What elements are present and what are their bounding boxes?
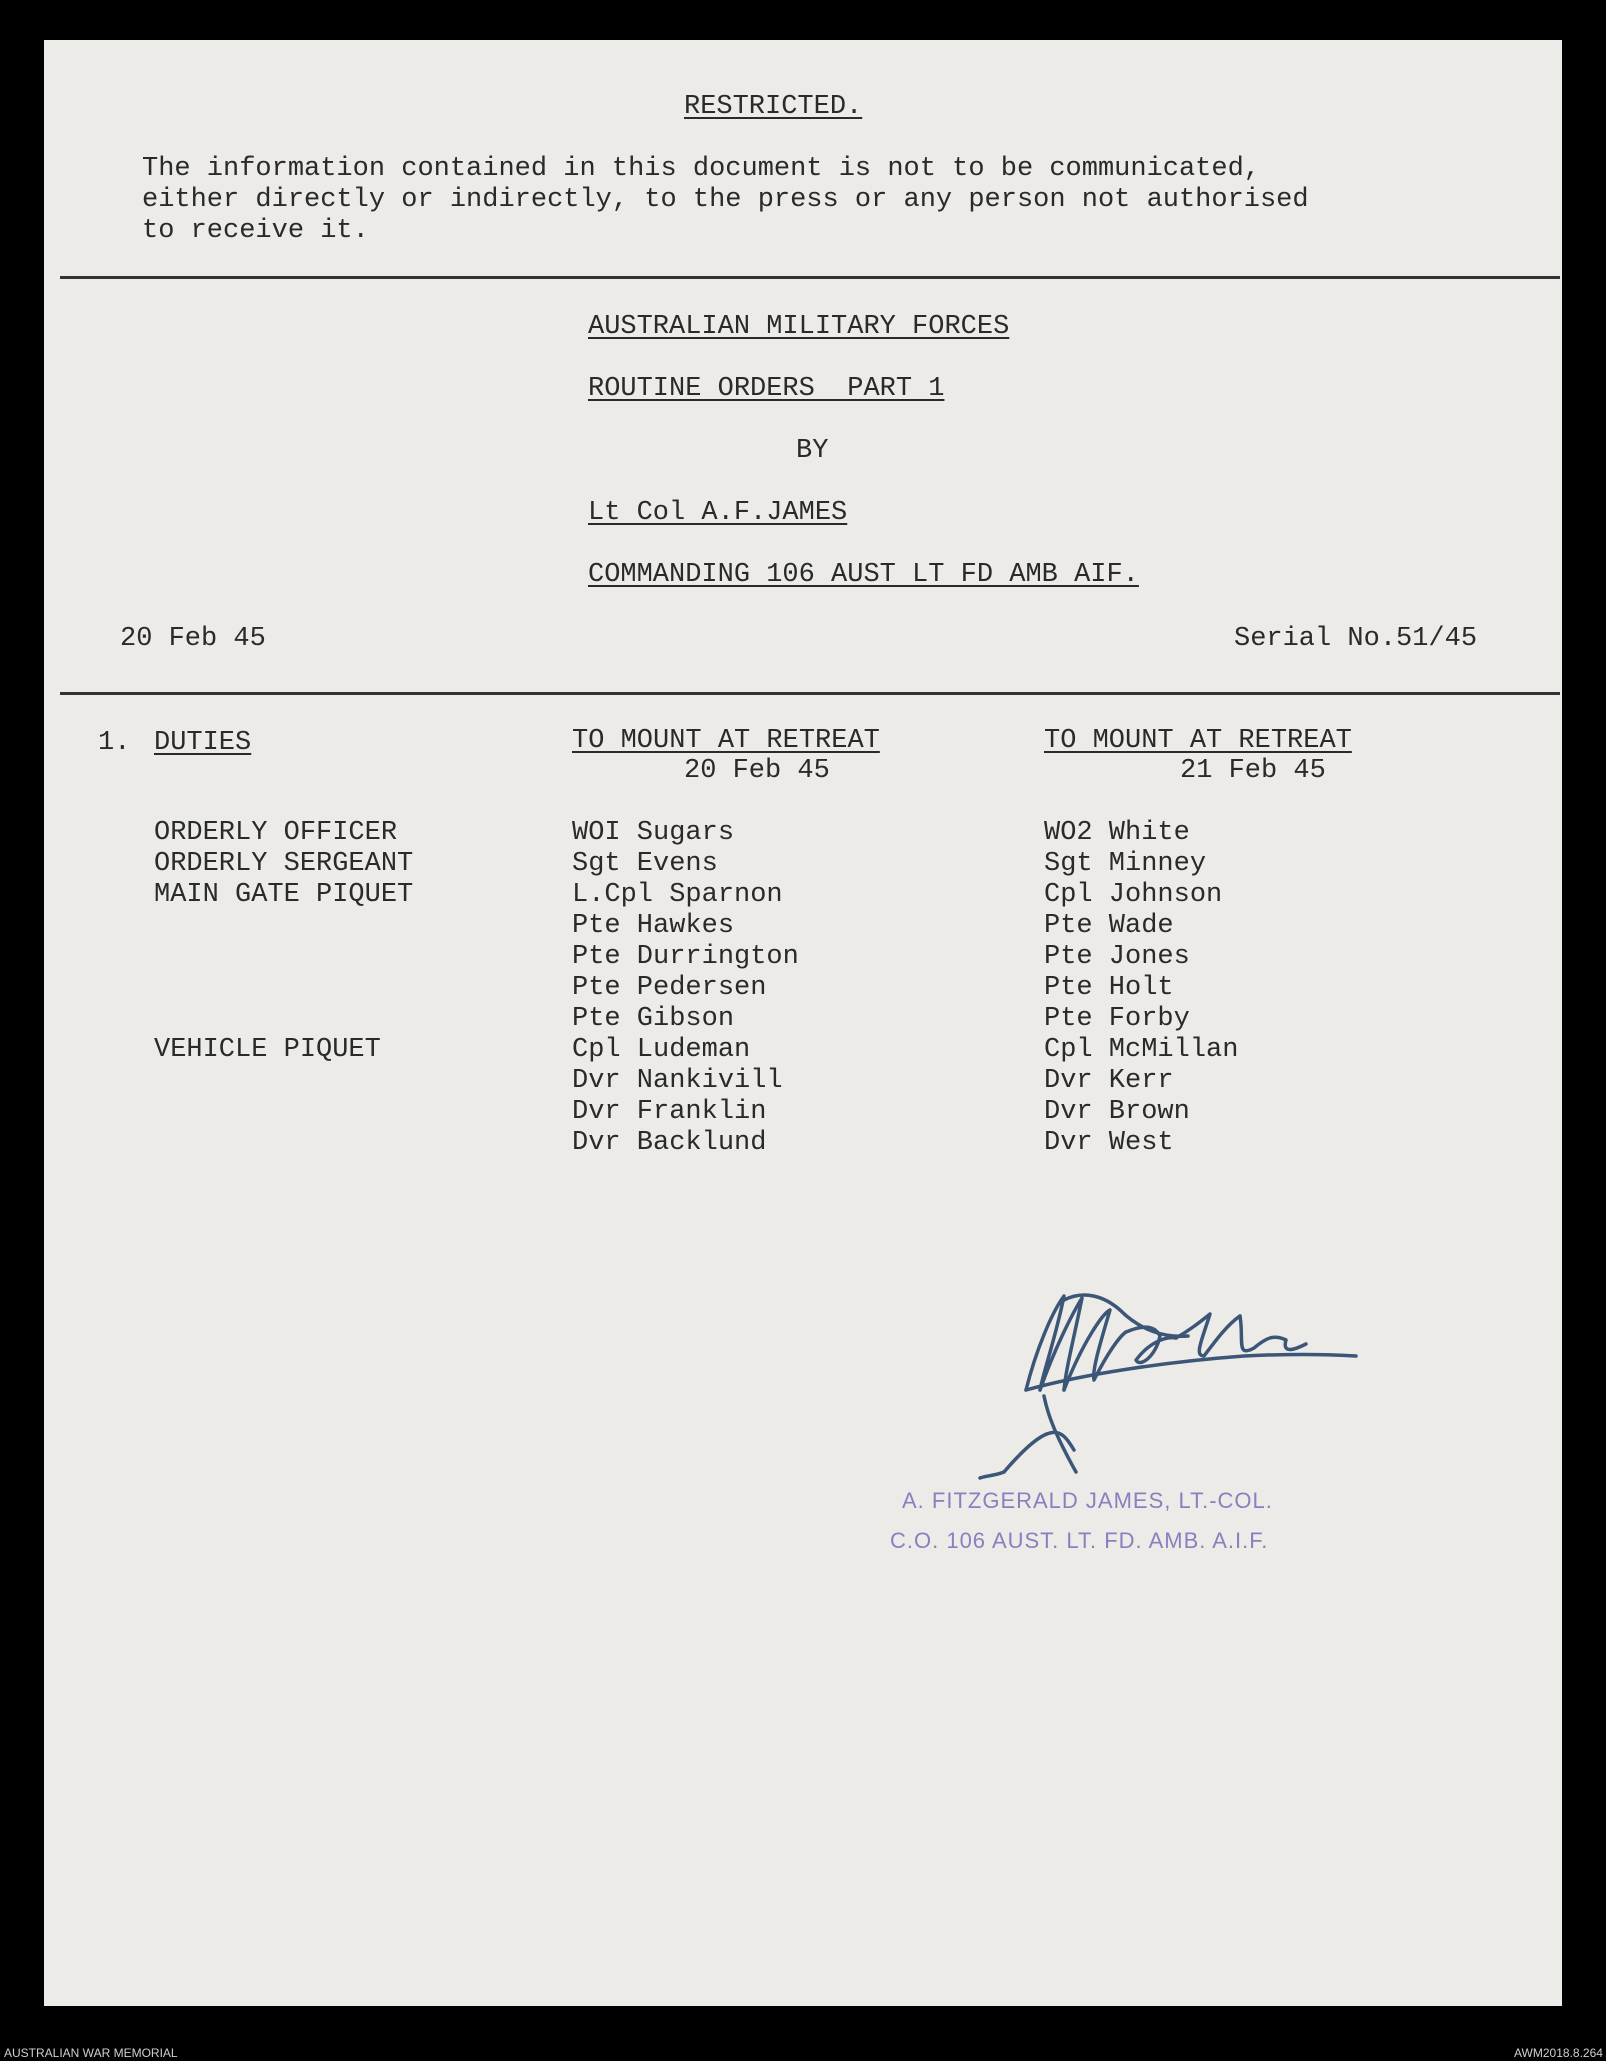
title-line-1: AUSTRALIAN MILITARY FORCES — [588, 312, 1010, 342]
col1-name: L.Cpl Sparnon — [572, 880, 783, 910]
title-line-5: COMMANDING 106 AUST LT FD AMB AIF. — [588, 560, 1139, 590]
col1-name: Pte Gibson — [572, 1004, 735, 1034]
col2-name: Cpl McMillan — [1044, 1035, 1239, 1065]
col1-name: WOI Sugars — [572, 818, 735, 848]
title-line-2: ROUTINE ORDERS PART 1 — [588, 374, 945, 404]
notice-line-1: The information contained in this document is not to be communicated, — [142, 154, 1260, 184]
serial-number: Serial No.51/45 — [1234, 624, 1478, 654]
stamp-line-2: C.O. 106 AUST. LT. FD. AMB. A.I.F. — [890, 1528, 1269, 1553]
column-2-heading: TO MOUNT AT RETREAT — [1044, 726, 1352, 756]
col2-name: Sgt Minney — [1044, 849, 1207, 879]
col1-name: Pte Pedersen — [572, 973, 767, 1003]
col2-name: Dvr West — [1044, 1128, 1174, 1158]
col2-name: Pte Wade — [1044, 911, 1174, 941]
col2-name: Dvr Brown — [1044, 1097, 1190, 1127]
column-2-date: 21 Feb 45 — [1180, 756, 1326, 786]
restricted-heading: RESTRICTED. — [684, 92, 863, 122]
col1-name: Dvr Nankivill — [572, 1066, 783, 1096]
duties-number: 1. — [98, 728, 131, 758]
col1-name: Cpl Ludeman — [572, 1035, 751, 1065]
stamp-line-1: A. FITZGERALD JAMES, LT.-COL. — [902, 1488, 1273, 1513]
divider-top — [60, 276, 1560, 279]
column-1-heading: TO MOUNT AT RETREAT — [572, 726, 880, 756]
footer-reference: AWM2018.8.264 — [1514, 2046, 1603, 2060]
signature — [944, 1240, 1384, 1480]
col2-name: Dvr Kerr — [1044, 1066, 1174, 1096]
duties-heading: DUTIES — [154, 728, 252, 758]
col2-name: WO2 White — [1044, 818, 1190, 848]
role-vehicle-piquet: VEHICLE PIQUET — [154, 1035, 381, 1065]
notice-line-2: either directly or indirectly, to the press or any person not authorised — [142, 185, 1309, 215]
col1-name: Pte Durrington — [572, 942, 799, 972]
role-main-gate-piquet: MAIN GATE PIQUET — [154, 880, 414, 910]
title-line-4: Lt Col A.F.JAMES — [588, 498, 848, 528]
col1-name: Dvr Backlund — [572, 1128, 767, 1158]
col1-name: Dvr Franklin — [572, 1097, 767, 1127]
column-1-date: 20 Feb 45 — [684, 756, 830, 786]
col1-name: Sgt Evens — [572, 849, 718, 879]
role-orderly-officer: ORDERLY OFFICER — [154, 818, 398, 848]
document-page — [44, 40, 1562, 2006]
title-line-3: BY — [796, 436, 829, 466]
role-orderly-sergeant: ORDERLY SERGEANT — [154, 849, 414, 879]
notice-line-3: to receive it. — [142, 216, 369, 246]
divider-middle — [60, 692, 1560, 695]
col1-name: Pte Hawkes — [572, 911, 735, 941]
col2-name: Pte Holt — [1044, 973, 1174, 1003]
order-date: 20 Feb 45 — [120, 624, 266, 654]
col2-name: Cpl Johnson — [1044, 880, 1223, 910]
footer-credit: AUSTRALIAN WAR MEMORIAL — [4, 2046, 178, 2060]
col2-name: Pte Jones — [1044, 942, 1190, 972]
col2-name: Pte Forby — [1044, 1004, 1190, 1034]
